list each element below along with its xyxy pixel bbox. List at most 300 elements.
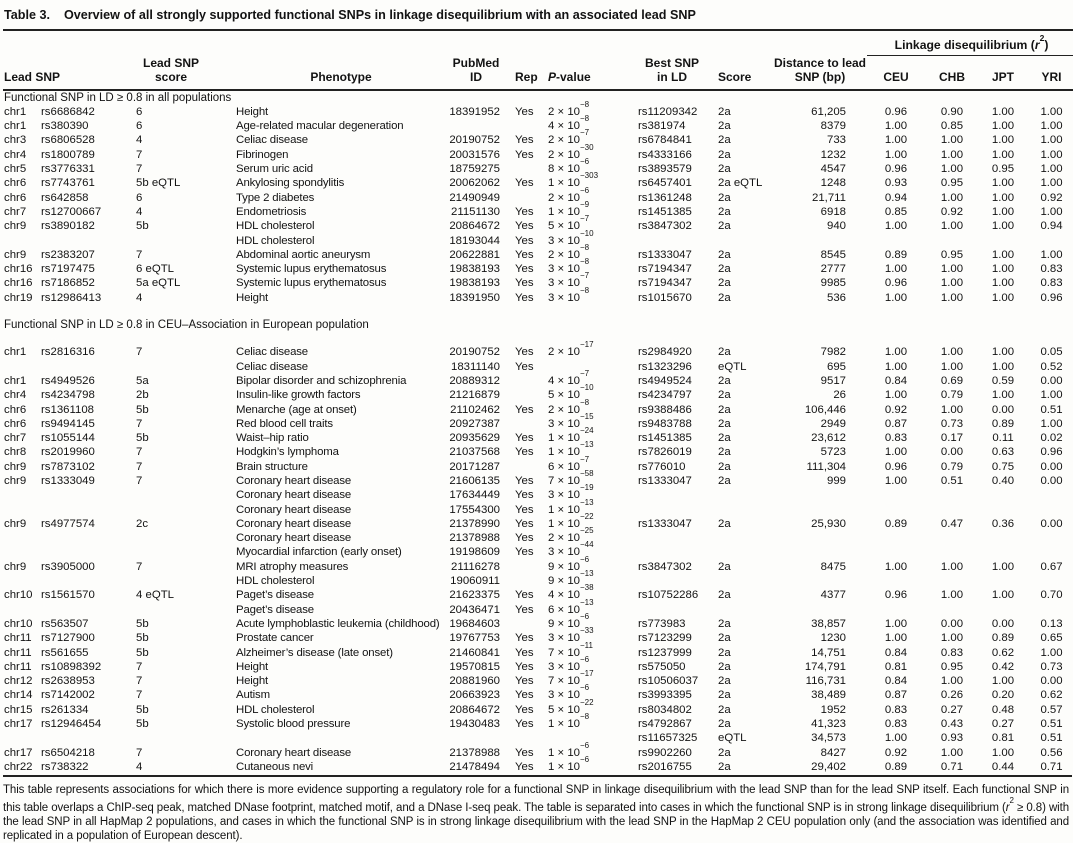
cell-yri: 1.00 — [1040, 177, 1063, 190]
cell-chr — [3, 531, 39, 545]
p-value-exponent: −7 — [580, 368, 590, 378]
cell-chb: 1.00 — [940, 191, 964, 204]
cell-best-snp-in-ld: rs1333047 — [638, 474, 692, 487]
cell-yri: 0.51 — [1040, 718, 1063, 731]
cell-yri: 1.00 — [1040, 148, 1063, 161]
cell-lead-snp: rs3890182 — [41, 220, 95, 233]
cell-pubmed-id: 21478494 — [449, 760, 500, 773]
cell-chb: 1.00 — [940, 346, 964, 359]
cell-yri: 0.51 — [1040, 403, 1063, 416]
cell-pubmed-id: 21102462 — [450, 403, 500, 416]
section-header-row — [3, 305, 1073, 345]
cell-p-value: $1 \times 10^{-6}$ — [548, 740, 590, 759]
cell-phenotype: Coronary heart disease — [236, 503, 352, 516]
cell-distance: 999 — [826, 474, 846, 487]
cell-jpt: 1.00 — [991, 105, 1015, 118]
cell-pubmed-id: 20935629 — [449, 432, 500, 445]
cell-yri: 0.00 — [1040, 374, 1063, 387]
col-header-ceu: CEU — [867, 56, 925, 90]
cell-score: 2a — [718, 760, 731, 773]
cell-distance: 536 — [826, 291, 846, 304]
cell-chb: 0.79 — [940, 460, 964, 473]
cell-p-value: $4 \times 10^{-7}$ — [548, 368, 590, 387]
cell-jpt: 0.00 — [991, 403, 1015, 416]
col-header-chb: CHB — [925, 56, 979, 90]
cell-lead-snp-score: 2c — [136, 517, 149, 530]
cell-lead-snp-score: 5a — [136, 374, 149, 387]
cell-ceu: 0.93 — [884, 177, 908, 190]
cell-score: 2a — [718, 560, 731, 573]
cell-distance: 2777 — [820, 263, 846, 276]
cell-lead-snp: rs7873102 — [41, 460, 95, 473]
cell-score — [713, 531, 773, 545]
cell-chb: 0.71 — [940, 760, 964, 773]
cell-best-snp-in-ld: rs4792867 — [638, 718, 692, 731]
cell-best-snp-in-ld: rs2984920 — [638, 346, 692, 359]
cell-jpt: 1.00 — [991, 291, 1015, 304]
p-value-exponent: −7 — [580, 271, 590, 281]
cell-yri — [1027, 574, 1073, 588]
cell-lead-snp-score — [134, 234, 234, 248]
cell-p-value: $9 \times 10^{-6}$ — [548, 611, 590, 630]
cell-score: 2a — [718, 675, 731, 688]
p-value-exponent: −33 — [580, 626, 594, 636]
cell-best-snp-in-ld: rs773983 — [638, 617, 686, 630]
cell-rep: Yes — [515, 291, 534, 304]
cell-p-value: $9 \times 10^{-6}$ — [548, 554, 590, 573]
cell-best-snp-in-ld: rs9388486 — [638, 403, 692, 416]
cell-rep: Yes — [515, 603, 534, 616]
cell-distance: 1952 — [820, 703, 846, 716]
cell-pubmed-id: 18193044 — [449, 234, 500, 247]
cell-lead-snp-score: 6 — [136, 191, 143, 204]
cell-best-snp-in-ld — [631, 603, 713, 617]
p-value-exponent: −19 — [580, 483, 594, 493]
cell-yri: 1.00 — [1040, 389, 1063, 402]
cell-score — [713, 545, 773, 559]
p-value-exponent: −6 — [580, 740, 590, 750]
cell-score: eQTL — [718, 732, 747, 745]
cell-rep: Yes — [515, 517, 534, 530]
cell-rep: Yes — [515, 220, 534, 233]
cell-chr: chr1 — [4, 374, 27, 387]
cell-chb — [925, 531, 979, 545]
table-row — [3, 674, 1073, 688]
cell-jpt: 0.27 — [991, 718, 1015, 731]
cell-lead-snp: rs1561570 — [41, 589, 95, 602]
p-value-exponent: −303 — [580, 171, 599, 181]
cell-jpt: 0.11 — [992, 432, 1014, 445]
cell-score: 2a — [718, 403, 731, 416]
cell-rep: Yes — [515, 360, 534, 373]
cell-lead-snp: rs1333049 — [41, 474, 95, 487]
cell-lead-snp-score: 7 — [136, 446, 143, 459]
p-value-exponent: −6 — [580, 611, 590, 621]
cell-ceu: 0.85 — [884, 205, 908, 218]
cell-distance: 940 — [826, 220, 846, 233]
cell-best-snp-in-ld: rs3847302 — [638, 560, 692, 573]
cell-distance: 1232 — [820, 148, 846, 161]
cell-chr: chr4 — [4, 148, 27, 161]
cell-best-snp-in-ld: rs7826019 — [638, 446, 692, 459]
col-header-rep: Rep — [504, 56, 543, 90]
cell-rep: Yes — [515, 760, 534, 773]
cell-rep: Yes — [515, 446, 534, 459]
cell-p-value: $1 \times 10^{-9}$ — [548, 199, 590, 218]
cell-distance: 14,751 — [811, 646, 846, 659]
cell-score: 2a — [718, 660, 731, 673]
cell-ceu: 1.00 — [884, 220, 908, 233]
ld-group-spacer — [3, 30, 867, 56]
cell-jpt: 0.44 — [991, 760, 1015, 773]
p-value-exponent: −8 — [580, 99, 590, 109]
cell-jpt: 1.00 — [991, 134, 1015, 147]
cell-best-snp-in-ld: rs3847302 — [638, 220, 692, 233]
cell-jpt: 0.36 — [991, 517, 1015, 530]
cell-lead-snp: rs738322 — [41, 760, 89, 773]
cell-ceu: 1.00 — [884, 732, 908, 745]
cell-yri: 0.57 — [1040, 703, 1063, 716]
cell-score — [713, 603, 773, 617]
cell-chr — [3, 503, 39, 517]
cell-jpt — [979, 545, 1027, 559]
cell-jpt: 0.95 — [991, 163, 1015, 176]
cell-distance — [773, 488, 867, 502]
p-value-exponent: −22 — [580, 511, 594, 521]
cell-ceu: 0.96 — [884, 460, 908, 473]
cell-lead-snp-score: 2b — [136, 389, 149, 402]
cell-yri: 0.92 — [1040, 191, 1063, 204]
cell-yri: 0.56 — [1040, 746, 1063, 759]
cell-phenotype: Systemic lupus erythematosus — [236, 263, 387, 276]
cell-chb — [925, 574, 979, 588]
cell-rep — [504, 560, 543, 574]
cell-yri: 0.13 — [1040, 617, 1063, 630]
cell-rep: Yes — [515, 205, 534, 218]
cell-distance: 111,304 — [806, 460, 846, 473]
cell-yri: 0.83 — [1040, 277, 1063, 290]
cell-chb: 1.00 — [940, 632, 964, 645]
p-value-exponent: −8 — [580, 114, 590, 124]
p-value-exponent: −7 — [580, 214, 590, 224]
cell-pubmed-id: 21378988 — [449, 746, 500, 759]
cell-jpt — [979, 234, 1027, 248]
cell-phenotype: Systolic blood pressure — [236, 718, 351, 731]
table-row — [3, 345, 1073, 359]
cell-lead-snp-score: 6 — [136, 105, 143, 118]
table-row — [3, 291, 1073, 305]
cell-yri — [1027, 603, 1073, 617]
cell-chb: 1.00 — [940, 291, 964, 304]
cell-distance: 9517 — [820, 374, 846, 387]
cell-chr: chr5 — [4, 163, 27, 176]
cell-jpt: 1.00 — [991, 389, 1015, 402]
cell-distance: 4377 — [820, 589, 846, 602]
cell-p-value: $1 \times 10^{-13}$ — [548, 440, 594, 459]
cell-chr: chr10 — [4, 617, 33, 630]
cell-p-value: $2 \times 10^{-30}$ — [548, 142, 594, 161]
cell-p-value: $2 \times 10^{-17}$ — [548, 340, 594, 359]
cell-lead-snp-score: 7 — [136, 689, 143, 702]
cell-distance: 8379 — [820, 120, 846, 133]
cell-rep: Yes — [515, 532, 534, 545]
cell-score — [713, 488, 773, 502]
cell-chr: chr6 — [4, 403, 27, 416]
cell-rep: Yes — [515, 234, 534, 247]
cell-pubmed-id: 17554300 — [449, 503, 500, 516]
cell-chb: 0.17 — [940, 432, 964, 445]
table-row — [3, 205, 1073, 219]
cell-distance: 8545 — [820, 248, 846, 261]
cell-p-value: $5 \times 10^{-22}$ — [548, 697, 594, 716]
cell-lead-snp-score: 5b — [136, 632, 149, 645]
cell-ceu: 1.00 — [884, 346, 908, 359]
cell-phenotype: Paget’s disease — [236, 603, 314, 616]
cell-lead-snp-score: 4 eQTL — [136, 589, 174, 602]
cell-lead-snp-score — [134, 574, 234, 588]
cell-p-value: $1 \times 10^{-303}$ — [548, 171, 599, 190]
cell-chr: chr3 — [4, 134, 27, 147]
cell-distance: 6918 — [820, 205, 846, 218]
cell-score: 2a — [718, 632, 731, 645]
cell-pubmed-id: 19767753 — [449, 632, 500, 645]
cell-pubmed-id: 20864672 — [449, 220, 500, 233]
cell-p-value: $7 \times 10^{-58}$ — [548, 469, 594, 487]
table-row — [3, 417, 1073, 431]
cell-chb: 0.00 — [940, 446, 964, 459]
cell-jpt: 1.00 — [991, 675, 1015, 688]
cell-score: 2a — [718, 220, 731, 233]
cell-lead-snp — [39, 603, 134, 617]
cell-best-snp-in-ld: rs4234797 — [638, 389, 692, 402]
cell-yri: 0.71 — [1040, 760, 1063, 773]
p-value-exponent: −58 — [580, 469, 594, 478]
cell-phenotype: Type 2 diabetes — [236, 191, 315, 204]
cell-best-snp-in-ld — [631, 234, 713, 248]
cell-chr — [3, 234, 39, 248]
cell-phenotype: Bipolar disorder and schizophrenia — [236, 374, 407, 387]
cell-lead-snp: rs6806528 — [41, 134, 95, 147]
cell-distance: 7982 — [820, 346, 846, 359]
cell-lead-snp-score: 7 — [136, 346, 143, 359]
cell-distance: 116,731 — [805, 675, 846, 688]
cell-chr: chr22 — [4, 760, 33, 773]
cell-pubmed-id: 21490949 — [449, 191, 500, 204]
cell-ceu: 0.81 — [884, 660, 908, 673]
cell-ceu: 1.00 — [884, 120, 908, 133]
cell-score: 2a — [718, 432, 731, 445]
cell-chr: chr19 — [4, 291, 33, 304]
cell-phenotype: Coronary heart disease — [236, 532, 352, 545]
cell-lead-snp: rs7127900 — [41, 632, 95, 645]
cell-best-snp-in-ld: rs11209342 — [638, 105, 698, 118]
cell-pubmed-id: 18311140 — [451, 360, 500, 373]
cell-lead-snp-score: 6 eQTL — [136, 263, 174, 276]
cell-score: 2a — [718, 646, 731, 659]
cell-p-value: $2 \times 10^{-8}$ — [548, 242, 590, 261]
cell-phenotype: HDL cholesterol — [236, 703, 315, 716]
cell-score: 2a — [718, 346, 731, 359]
cell-lead-snp: rs642858 — [41, 191, 89, 204]
cell-jpt: 1.00 — [991, 220, 1015, 233]
cell-distance: 695 — [826, 360, 846, 373]
cell-pubmed-id — [448, 119, 504, 133]
cell-distance: 1248 — [820, 177, 846, 190]
cell-ceu: 1.00 — [884, 263, 908, 276]
cell-lead-snp-score: 5b — [136, 220, 149, 233]
cell-distance: 4547 — [820, 163, 846, 176]
cell-chb — [925, 503, 979, 517]
cell-phenotype: Endometriosis — [236, 205, 307, 218]
cell-phenotype: Coronary heart disease — [236, 474, 352, 487]
cell-score: eQTL — [718, 360, 747, 373]
cell-yri: 0.70 — [1040, 589, 1063, 602]
cell-jpt: 0.00 — [991, 617, 1015, 630]
cell-lead-snp-score — [134, 488, 234, 502]
cell-yri: 1.00 — [1040, 205, 1063, 218]
cell-p-value: $5 \times 10^{-10}$ — [548, 383, 594, 402]
cell-chr: chr14 — [4, 689, 33, 702]
cell-rep: Yes — [515, 248, 534, 261]
cell-phenotype: Acute lymphoblastic leukemia (childhood) — [236, 617, 440, 630]
table-row — [3, 360, 1073, 374]
p-value-exponent: −7 — [580, 128, 590, 138]
cell-ceu — [867, 574, 925, 588]
cell-lead-snp-score: 5b eQTL — [136, 177, 181, 190]
col-header-score: Score — [713, 56, 773, 90]
cell-p-value: $1 \times 10^{-22}$ — [548, 511, 594, 530]
cell-lead-snp-score: 6 — [136, 120, 143, 133]
cell-pubmed-id: 21378988 — [449, 532, 500, 545]
cell-distance: 41,323 — [811, 718, 846, 731]
cell-p-value: $3 \times 10^{-10}$ — [548, 228, 594, 247]
cell-yri: 0.00 — [1040, 517, 1063, 530]
table-row — [3, 531, 1073, 545]
cell-pubmed-id: 20031576 — [449, 148, 500, 161]
cell-chr: chr1 — [4, 346, 27, 359]
table-row — [3, 119, 1073, 133]
cell-ceu: 0.84 — [884, 675, 908, 688]
cell-p-value: $5 \times 10^{-7}$ — [548, 214, 590, 233]
cell-score: 2a — [718, 134, 731, 147]
cell-lead-snp-score — [134, 545, 234, 559]
cell-distance: 5723 — [820, 446, 846, 459]
cell-score: 2a — [718, 517, 731, 530]
table-row — [3, 234, 1073, 248]
cell-phenotype: Height — [236, 675, 269, 688]
cell-chb: 1.00 — [940, 560, 964, 573]
cell-chb: 1.00 — [940, 403, 964, 416]
cell-lead-snp-score: 5b — [136, 718, 149, 731]
cell-chr: chr11 — [4, 660, 32, 673]
table-row — [3, 646, 1073, 660]
cell-p-value: $3 \times 10^{-19}$ — [548, 483, 594, 502]
cell-yri: 1.00 — [1040, 105, 1063, 118]
cell-chr: chr8 — [4, 446, 27, 459]
cell-rep — [504, 417, 543, 431]
cell-rep: Yes — [515, 148, 534, 161]
cell-lead-snp-score: 7 — [136, 248, 143, 261]
table-row — [3, 445, 1073, 459]
cell-rep: Yes — [515, 105, 534, 118]
column-header-row — [3, 56, 1073, 90]
cell-best-snp-in-ld: rs1323296 — [638, 360, 692, 373]
table-footnote: This table represents associations for which there is more evidence supporting a regulatory role for a functional SNP in linkage disequilibrium with the lead SNP than for the lead SNP itself. Each functional SNP in this table overlaps a ChIP-seq peak, matched DNase footprint, matched motif, and a DNase I-seq peak. The table is separated into cases in which the functional SNP is in strong linkage disequilibrium $(r^2 \ge 0.8)$ with the lead SNP in all HapMap 2 populations, and cases in which the functional SNP is in strong linkage disequilibrium with the lead SNP in the HapMap 2 CEU population only (and the association was identified and replicated in a population of European descent). — [3, 784, 1069, 843]
table-row — [3, 688, 1073, 702]
cell-jpt: 0.63 — [991, 446, 1015, 459]
cell-distance: 2949 — [820, 417, 846, 430]
table-row — [3, 760, 1073, 774]
cell-yri — [1027, 531, 1073, 545]
cell-jpt: 1.00 — [991, 120, 1015, 133]
cell-distance: 38,857 — [811, 617, 846, 630]
col-header-lead-snp: Lead SNP — [3, 56, 134, 90]
cell-distance: 38,489 — [811, 689, 846, 702]
p-value-exponent: −6 — [580, 157, 590, 167]
ld-group-label: Linkage disequilibrium ( — [894, 38, 1035, 53]
cell-yri: 0.62 — [1040, 689, 1063, 702]
cell-lead-snp-score: 7 — [136, 148, 143, 161]
cell-best-snp-in-ld: rs10506037 — [638, 675, 699, 688]
cell-yri: 1.00 — [1040, 248, 1063, 261]
p-value-exponent: −6 — [580, 654, 590, 664]
cell-ceu: 0.94 — [884, 191, 908, 204]
cell-score: 2a — [718, 263, 731, 276]
cell-phenotype: Waist–hip ratio — [236, 432, 309, 445]
cell-lead-snp: rs10898392 — [41, 660, 102, 673]
cell-chr: chr9 — [4, 517, 27, 530]
cell-pubmed-id: 18391952 — [449, 105, 500, 118]
cell-chr: chr16 — [4, 277, 33, 290]
cell-phenotype: Age-related macular degeneration — [236, 120, 404, 133]
p-value-exponent: −6 — [580, 554, 590, 564]
cell-distance: 61,205 — [811, 105, 846, 118]
cell-p-value: $2 \times 10^{-25}$ — [548, 526, 594, 545]
cell-yri: 0.00 — [1040, 474, 1063, 487]
cell-ceu — [867, 488, 925, 502]
cell-distance — [773, 545, 867, 559]
cell-distance: 23,612 — [811, 432, 846, 445]
cell-yri: 0.96 — [1040, 446, 1063, 459]
table-row — [3, 545, 1073, 559]
cell-score: 2a — [718, 718, 731, 731]
cell-pubmed-id: 20171287 — [449, 460, 500, 473]
cell-phenotype: Abdominal aortic aneurysm — [236, 248, 371, 261]
cell-best-snp-in-ld: rs3993395 — [638, 689, 692, 702]
cell-chb: 1.00 — [940, 263, 964, 276]
cell-chb — [925, 488, 979, 502]
cell-best-snp-in-ld: rs11657325 — [638, 732, 698, 745]
cell-p-value: $2 \times 10^{-7}$ — [548, 128, 590, 147]
cell-yri: 0.73 — [1040, 660, 1063, 673]
cell-jpt: 1.00 — [991, 205, 1015, 218]
cell-p-value: $1 \times 10^{-6}$ — [548, 754, 590, 773]
table-row — [3, 460, 1073, 474]
cell-ceu: 1.00 — [884, 291, 908, 304]
cell-jpt — [979, 574, 1027, 588]
cell-lead-snp: rs12986413 — [41, 291, 102, 304]
table-row — [3, 262, 1073, 276]
cell-chr: chr15 — [4, 703, 33, 716]
cell-chr: chr9 — [4, 560, 27, 573]
cell-chb: 0.85 — [940, 120, 964, 133]
cell-pubmed-id: 18759275 — [449, 163, 500, 176]
cell-lead-snp-score: 7 — [136, 474, 143, 487]
ld-group-row — [3, 30, 1073, 56]
cell-rep — [504, 374, 543, 388]
cell-distance: 733 — [826, 134, 846, 147]
cell-lead-snp: rs7142002 — [41, 689, 95, 702]
